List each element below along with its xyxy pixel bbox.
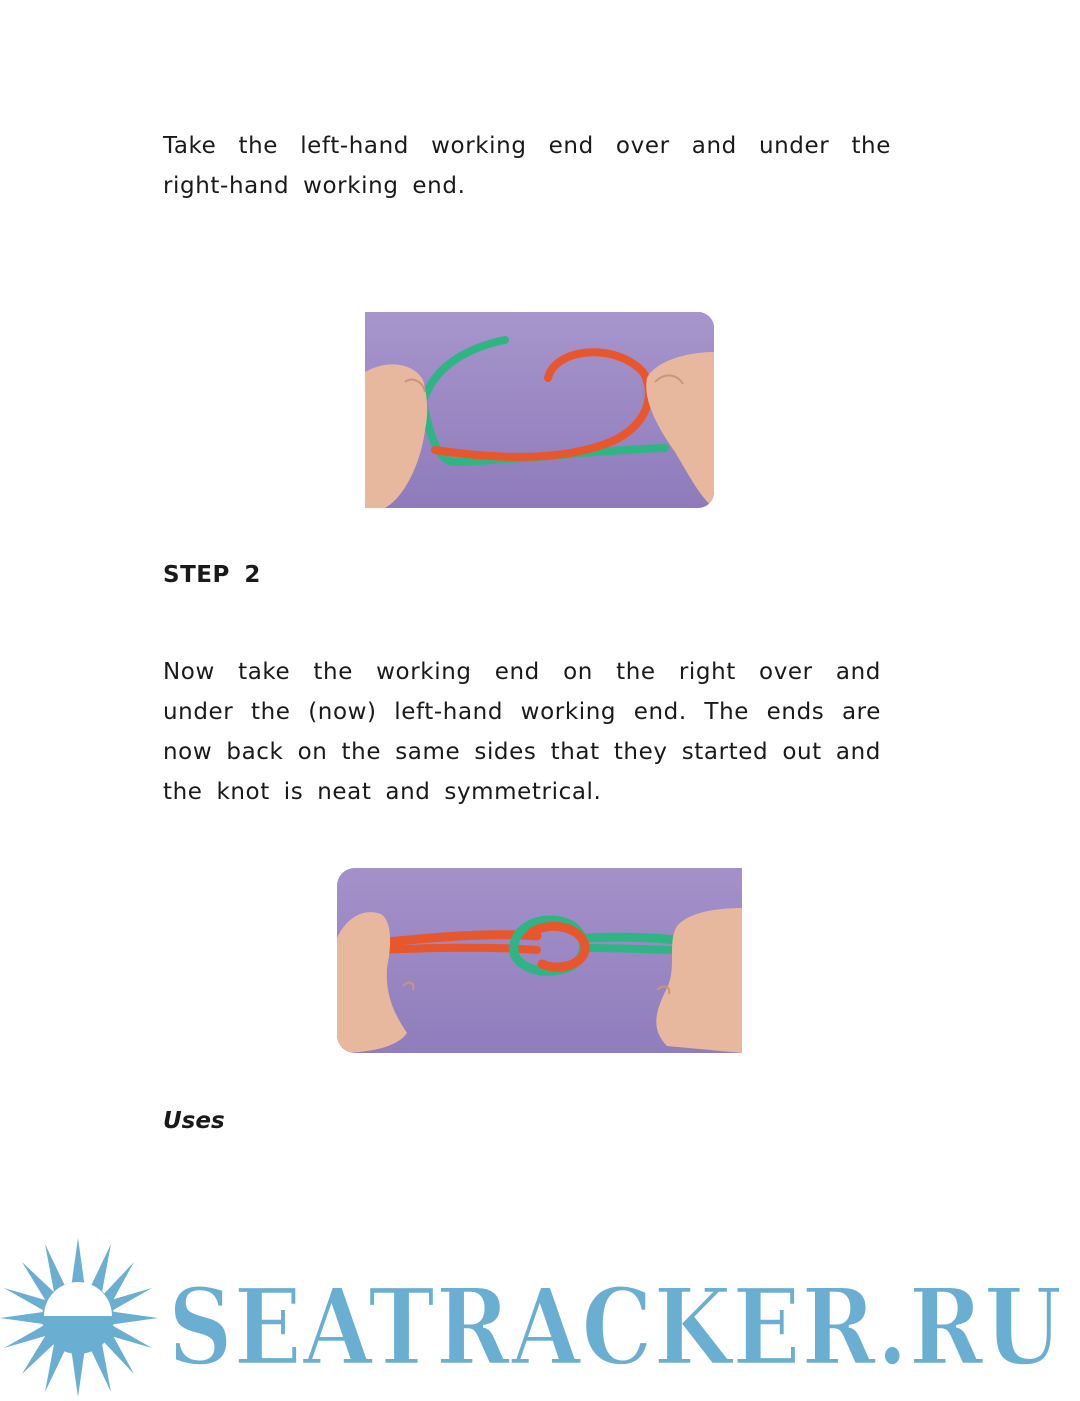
uses-heading: Uses xyxy=(163,1108,225,1134)
step2-photo xyxy=(337,868,742,1053)
step2-instruction: Now take the working end on the right over and under the (now) left-hand working end. The ends are now back on the same sides that they started out and the knot is neat and symmetrical. xyxy=(163,659,881,805)
sunburst-icon xyxy=(0,1238,158,1397)
step2-heading: STEP 2 xyxy=(163,562,261,588)
step1-instruction: Take the left-hand working end over and under the right-hand working end. xyxy=(163,133,891,199)
step1-photo xyxy=(365,312,714,508)
watermark-text: SEATRACKER.RU xyxy=(168,1264,1063,1389)
watermark xyxy=(0,1238,1080,1397)
